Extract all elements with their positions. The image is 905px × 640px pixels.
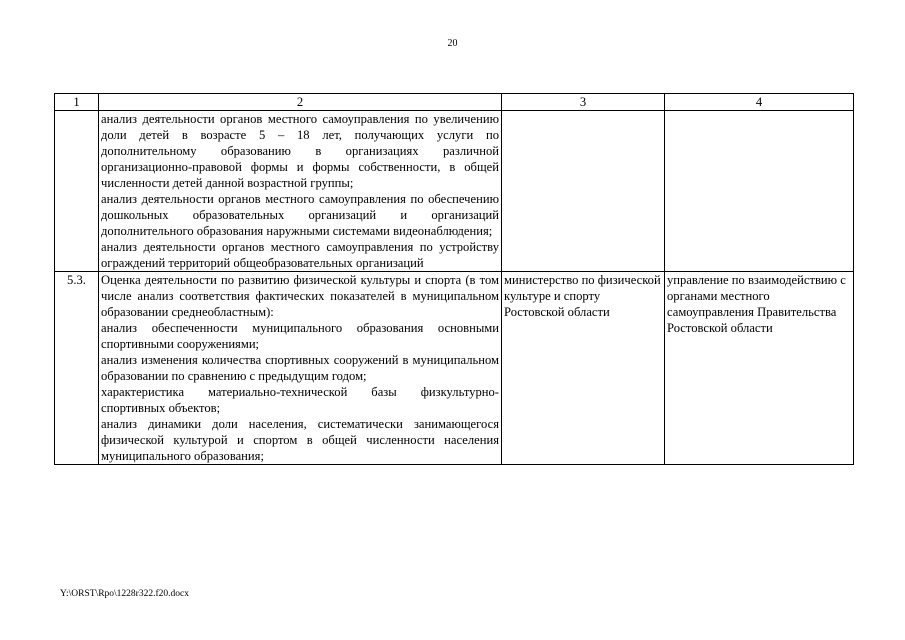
content-paragraph: анализ деятельности органов местного самоуправления по увеличению доли детей в возрасте 5 – 18 лет, получающих услуги по дополнительному образованию в организациях различной организационно-правовой формы и формы собственности, в общей численности детей данной возрастной группы; [101,112,499,190]
header-cell-1: 1 [55,94,99,111]
row-number-cell: 5.3. [55,272,99,465]
coexecutor-cell: управление по взаимодействию с органами местного самоуправления Правительства Ростовской области [665,272,854,465]
table-row [55,272,854,465]
content-paragraph: анализ деятельности органов местного самоуправления по обеспечению дошкольных образовательных организаций и организаций дополнительного образования наружными системами видеонаблюдения; [101,192,499,238]
header-cell-3: 3 [502,94,665,111]
executor-cell: министерство по физической культуре и спорту Ростовской области [502,272,665,465]
row-number-cell [55,111,99,272]
table-header-row [55,94,854,111]
content-paragraph: анализ изменения количества спортивных сооружений в муниципальном образовании по сравнению с предыдущим годом; [101,353,499,383]
page-number: 20 [447,38,458,49]
content-cell [99,111,502,272]
content-paragraph: анализ обеспеченности муниципального образования основными спортивными сооружениями; [101,321,499,351]
table-row [55,111,854,272]
header-cell-4: 4 [665,94,854,111]
file-path-footer: Y:\ORST\Rpo\1228r322.f20.docx [60,589,189,599]
content-paragraph: характеристика материально-технической базы физкультурно-спортивных объектов; [101,385,499,415]
content-paragraph: анализ динамики доли населения, систематически занимающегося физической культурой и спортом в общей численности населения муниципального образования; [101,417,499,463]
content-cell [99,272,502,465]
content-paragraph: анализ деятельности органов местного самоуправления по устройству ограждений территорий общеобразовательных организаций [101,240,499,270]
header-cell-2: 2 [99,94,502,111]
document-table [54,93,854,465]
content-paragraph: Оценка деятельности по развитию физической культуры и спорта (в том числе анализ соответствия фактических показателей в муниципальном образовании среднеобластным): [101,273,499,319]
coexecutor-cell [665,111,854,272]
executor-cell [502,111,665,272]
